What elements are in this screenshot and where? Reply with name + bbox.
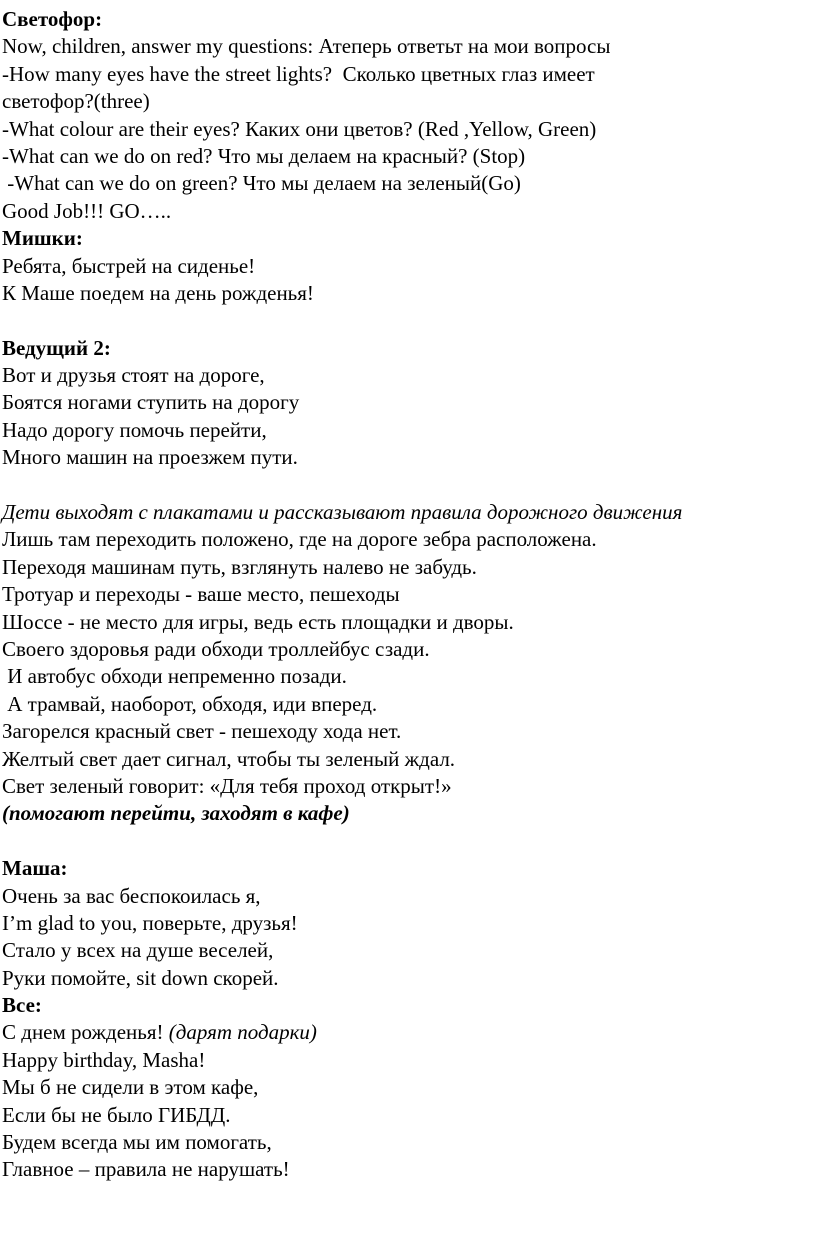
text-line: Now, children, answer my questions: Атеперь ответьт на мои вопросы <box>2 34 611 59</box>
text-line: I’m glad to you, поверьте, друзья! <box>2 910 298 935</box>
text-line: Мы б не сидели в этом кафе, <box>2 1075 259 1100</box>
text-line: Шоссе - не место для игры, ведь есть площадки и дворы. <box>2 609 514 634</box>
text-line: -What can we do on green? Что мы делаем на зеленый(Go) <box>2 171 521 196</box>
blank-line <box>2 307 812 334</box>
text-line: Вот и друзья стоят на дороге, <box>2 363 265 388</box>
text-line: Главное – правила не нарушать! <box>2 1157 290 1182</box>
text-line: светофор?(three) <box>2 89 150 114</box>
text-line: И автобус обходи непременно позади. <box>2 664 347 689</box>
text-line: Надо дорогу помочь перейти, <box>2 417 267 442</box>
text-line: А трамвай, наоборот, обходя, иди вперед. <box>2 691 378 716</box>
section-heading-svetofor: Светофор: <box>2 7 103 31</box>
text-line: Стало у всех на душе веселей, <box>2 938 274 963</box>
stage-direction: Дети выходят с плакатами и рассказывают правила дорожного движения <box>2 500 683 525</box>
text-line <box>2 1019 812 1046</box>
text-line: К Маше поедем на день рожденья! <box>2 280 314 305</box>
text-line: -How many eyes have the street lights? Сколько цветных глаз имеет <box>2 61 595 86</box>
stage-direction: (дарят подарки) <box>168 1020 317 1045</box>
text-line: -What colour are their eyes? Каких они цветов? (Red ,Yellow, Green) <box>2 116 597 141</box>
text-line: Тротуар и переходы - ваше место, пешеходы <box>2 582 400 607</box>
text-line: Good Job!!! GO….. <box>2 198 172 223</box>
section-heading-vedushchiy: Ведущий 2: <box>2 335 111 360</box>
text-line: Ребята, быстрей на сиденье! <box>2 253 256 278</box>
section-heading-vse: Все: <box>2 993 42 1018</box>
document-page <box>2 6 812 1184</box>
section-heading-masha: Маша: <box>2 856 68 881</box>
text-line: Happy birthday, Masha! <box>2 1047 206 1072</box>
text-line: Свет зеленый говорит: «Для тебя проход открыт!» <box>2 773 452 798</box>
text-line: Руки помойте, sit down скорей. <box>2 965 279 990</box>
text-line: Желтый свет дает сигнал, чтобы ты зеленый ждал. <box>2 746 456 771</box>
text-line: Переходя машинам путь, взглянуть налево не забудь. <box>2 554 477 579</box>
text-line: Боятся ногами ступить на дорогу <box>2 390 300 415</box>
text-line: Очень за вас беспокоилась я, <box>2 883 261 908</box>
blank-line <box>2 472 812 499</box>
text-line: Если бы не было ГИБДД. <box>2 1102 231 1127</box>
section-heading-mishki: Мишки: <box>2 226 83 251</box>
text-line: Лишь там переходить положено, где на дороге зебра расположена. <box>2 527 597 552</box>
blank-line <box>2 828 812 855</box>
text-line: Много машин на проезжем пути. <box>2 445 298 470</box>
text-line: Будем всегда мы им помогать, <box>2 1130 272 1155</box>
text-line: -What can we do on red? Что мы делаем на красный? (Stop) <box>2 143 526 168</box>
text-line: Загорелся красный свет - пешеходу хода нет. <box>2 719 402 744</box>
stage-direction: (помогают перейти, заходят в кафе) <box>2 801 350 826</box>
text-segment: С днем рожденья! <box>2 1020 169 1045</box>
text-line: Своего здоровья ради обходи троллейбус сзади. <box>2 636 430 661</box>
